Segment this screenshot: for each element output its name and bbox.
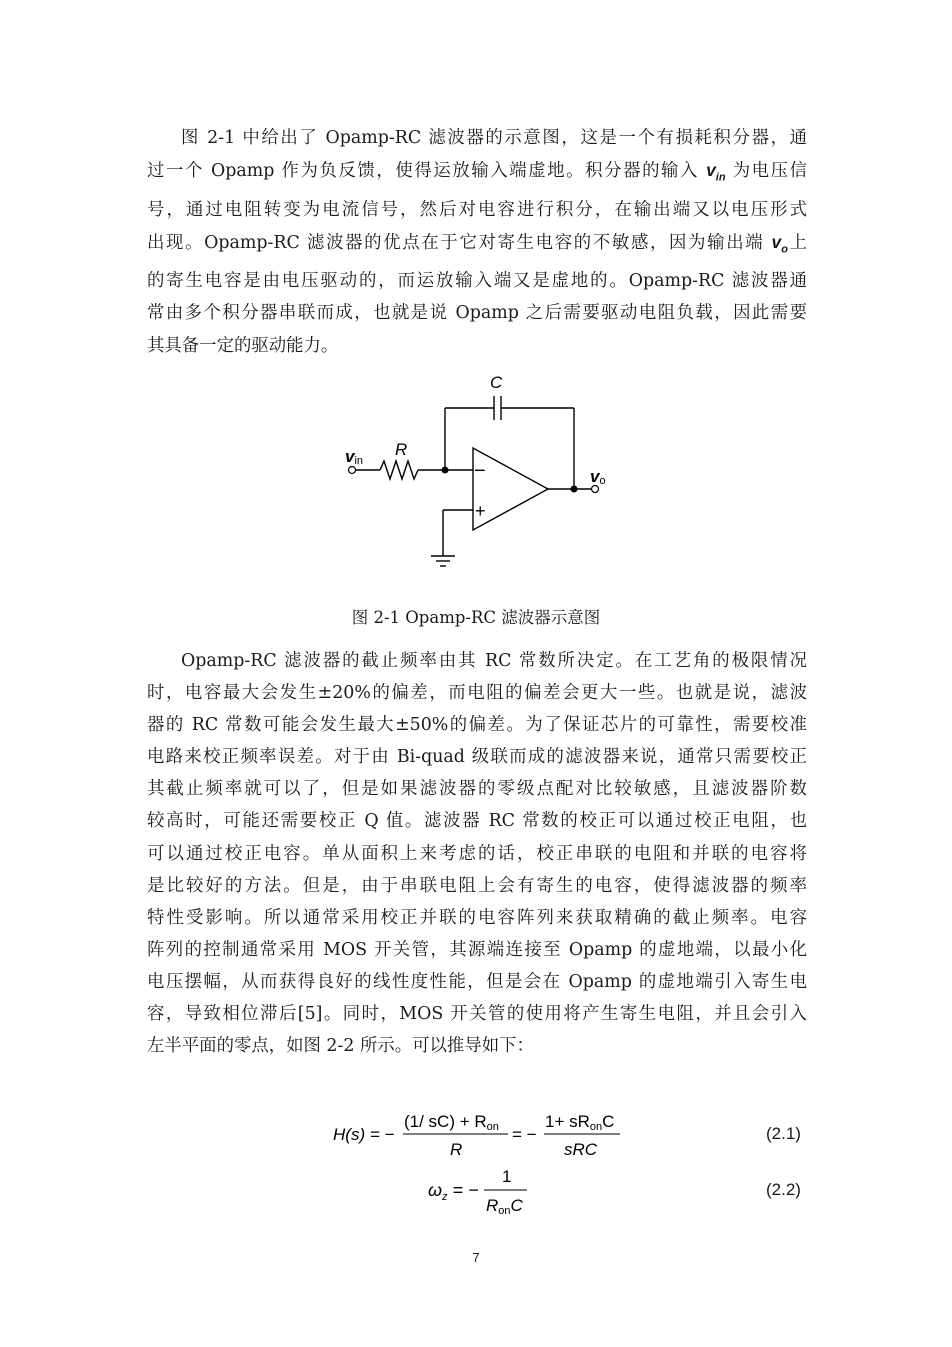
eq2-omega: $\omega_z$ = − bbox=[428, 1180, 479, 1203]
p2-line-4: 电路来校正频率误差。对于由 Bi-quad 级联而成的滤波器来说，通常只需要校正 bbox=[147, 747, 807, 768]
equation-2-1 bbox=[0, 1106, 952, 1162]
equation-2-1-number: (2.1) bbox=[766, 1124, 801, 1143]
eq1-numerator-2: 1+ sRonC bbox=[545, 1112, 615, 1133]
vin-symbol: $v_{in}$ bbox=[706, 160, 726, 184]
input-terminal bbox=[349, 467, 356, 474]
resistor-label: R bbox=[395, 440, 408, 459]
plus-sign: + bbox=[475, 501, 486, 521]
junction-node bbox=[442, 467, 449, 474]
p1-line-4-tail: 上 bbox=[787, 232, 807, 253]
page-number: 7 bbox=[472, 1250, 480, 1265]
p1-line-6: 常由多个积分器串联而成，也就是说 Opamp 之后需要驱动电阻负载，因此需要 bbox=[147, 303, 807, 324]
eq1-denominator-1: R bbox=[450, 1140, 463, 1159]
p2-line-10: 阵列的控制通常采用 MOS 开关管，其源端连接至 Opamp 的虚地端，以最小化 bbox=[147, 939, 807, 960]
eq1-lhs: H(s) = − bbox=[333, 1125, 395, 1144]
p2-line-9: 特性受影响。所以通常采用校正并联的电容阵列来获取精确的截止频率。电容 bbox=[147, 907, 807, 928]
p1-line-5: 的寄生电容是由电压驱动的，而运放输入端又是虚地的。Opamp-RC 滤波器通 bbox=[147, 271, 807, 292]
paragraph-1 bbox=[147, 122, 807, 362]
p1-line-2-tail: 为电压信 bbox=[725, 161, 808, 182]
output-terminal bbox=[592, 486, 599, 493]
eq1-denominator-2: sRC bbox=[564, 1140, 598, 1159]
opamp-rc-circuit-figure bbox=[330, 365, 630, 580]
p1-line-2 bbox=[147, 154, 807, 194]
capacitor-label: C bbox=[490, 373, 503, 392]
eq2-denominator: RonC bbox=[486, 1196, 523, 1217]
p2-line-5: 其截止频率就可以了，但是如果滤波器的零级点配对比较敏感，且滤波器阶数 bbox=[147, 779, 807, 800]
eq1-numerator-1: (1/ sC) + Ron bbox=[404, 1112, 499, 1133]
equation-2-1-svg bbox=[0, 1106, 952, 1162]
resistor-symbol bbox=[380, 461, 418, 479]
equation-2-2 bbox=[0, 1163, 952, 1219]
equation-2-2-number: (2.2) bbox=[766, 1180, 801, 1199]
p1-line-2-text: 过一个 Opamp 作为负反馈，使得运放输入端虚地。积分器的输入 bbox=[147, 161, 707, 182]
p1-line-3: 号，通过电阻转变为电流信号，然后对电容进行积分，在输出端又以电压形式 bbox=[147, 199, 807, 220]
p2-line-11: 电压摆幅，从而获得良好的线性度性能，但是会在 Opamp 的虚地端引入寄生电 bbox=[147, 971, 807, 992]
vin-label: vin bbox=[345, 447, 364, 467]
p2-line-1: Opamp-RC 滤波器的截止频率由其 RC 常数所决定。在工艺角的极限情况 bbox=[181, 651, 807, 671]
p2-line-2: 时，电容最大会发生±20%的偏差，而电阻的偏差会更大一些。也就是说，滤波 bbox=[147, 683, 807, 704]
eq2-numerator: 1 bbox=[502, 1167, 512, 1186]
p1-line-4-text: 出现。Opamp-RC 滤波器的优点在于它对寄生电容的不敏感，因为输出端 bbox=[147, 232, 772, 253]
output-node bbox=[571, 486, 578, 493]
equation-2-2-svg bbox=[0, 1163, 952, 1219]
p2-line-7: 可以通过校正电容。单从面积上来考虑的话，校正串联的电阻和并联的电容将 bbox=[147, 843, 807, 864]
p1-line-1: 图 2-1 中给出了 Opamp-RC 滤波器的示意图，这是一个有损耗积分器，通 bbox=[181, 128, 807, 148]
p2-line-3: 器的 RC 常数可能会发生最大±50%的偏差。为了保证芯片的可靠性，需要校准 bbox=[147, 715, 807, 736]
circuit-diagram bbox=[330, 365, 630, 580]
minus-sign: − bbox=[474, 460, 486, 482]
figure-caption: 图 2-1 Opamp-RC 滤波器示意图 bbox=[351, 608, 601, 627]
vo-symbol: $v_o$ bbox=[771, 231, 788, 256]
eq1-mid: = − bbox=[512, 1125, 537, 1144]
p2-line-8: 是比较好的方法。但是，由于串联电阻上会有寄生的电容，使得滤波器的频率 bbox=[147, 875, 807, 896]
p2-line-6: 较高时，可能还需要校正 Q 值。滤波器 RC 常数的校正可以通过校正电阻，也 bbox=[147, 811, 807, 832]
p2-line-13: 左半平面的零点，如图 2-2 所示。可以推导如下： bbox=[147, 1036, 534, 1057]
p2-line-12: 容，导致相位滞后[5]。同时，MOS 开关管的使用将产生寄生电阻，并且会引入 bbox=[147, 1004, 807, 1025]
paragraph-2 bbox=[147, 645, 807, 1062]
p1-line-4 bbox=[147, 226, 807, 266]
p1-line-7: 其具备一定的驱动能力。 bbox=[147, 335, 339, 356]
vo-label: vo bbox=[590, 467, 606, 487]
